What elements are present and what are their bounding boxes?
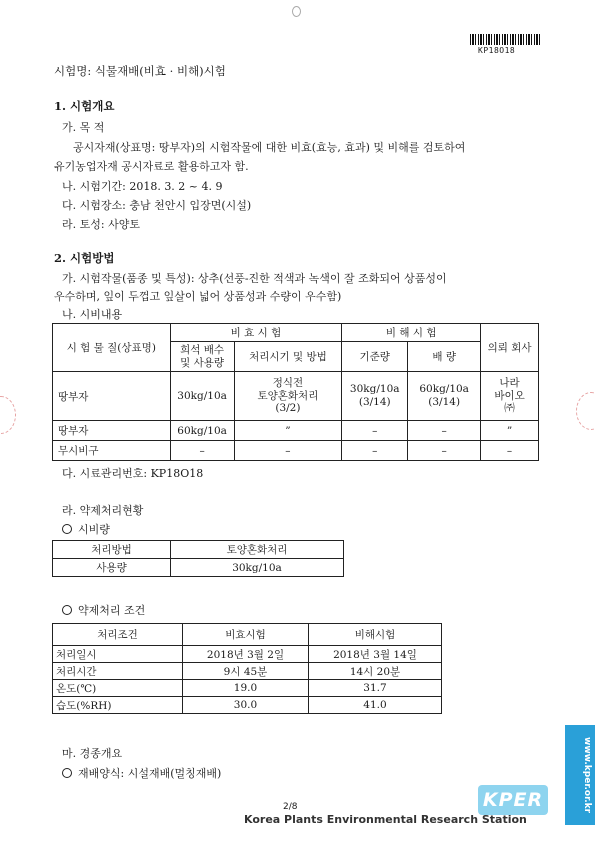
t3-header-cond: 처리조건 — [53, 624, 183, 646]
treatment-conditions-table — [52, 623, 442, 714]
chem-status-label: 라. 약제처리현황 — [62, 504, 144, 517]
row3-standard: – — [342, 441, 408, 461]
seal-stamp-right — [576, 392, 595, 430]
row2-dilution: 60kg/10a — [170, 421, 234, 441]
t3-row-harm: 41.0 — [309, 697, 442, 714]
t3-row-harm: 14시 20분 — [309, 663, 442, 680]
table-row — [53, 372, 539, 421]
t3-row-eff: 19.0 — [183, 680, 309, 697]
website-link[interactable]: www.kper.or.kr — [582, 736, 592, 814]
table-row — [53, 559, 344, 577]
t3-row-label: 습도(%RH) — [53, 697, 183, 714]
table-row — [53, 421, 539, 441]
row3-double: – — [408, 441, 481, 461]
t3-row-eff: 2018년 3월 2일 — [183, 646, 309, 663]
org-name: Korea Plants Environmental Research Station — [244, 813, 527, 826]
row3-timing: – — [234, 441, 342, 461]
section-1-heading: 1. 시험개요 — [54, 99, 115, 113]
purpose-text-2: 유기농업자재 공시자료로 활용하고자 함. — [54, 160, 249, 173]
page-number: 2/8 — [283, 802, 298, 812]
cultivation-label: 마. 경종개요 — [62, 747, 123, 760]
header-standard: 기준량 — [342, 342, 408, 372]
row2-timing: ” — [234, 421, 342, 441]
punch-hole-mark — [292, 6, 301, 17]
test-period: 나. 시험기간: 2018. 3. 2 ~ 4. 9 — [62, 180, 223, 193]
row3-dilution: – — [170, 441, 234, 461]
section-2-heading: 2. 시험방법 — [54, 251, 115, 265]
row2-standard: – — [342, 421, 408, 441]
t3-row-eff: 30.0 — [183, 697, 309, 714]
t3-row-harm: 31.7 — [309, 680, 442, 697]
row2-name: 땅부자 — [53, 421, 171, 441]
header-timing: 처리시기 및 방법 — [234, 342, 342, 372]
barcode — [470, 34, 540, 45]
row1-double: 60kg/10a (3/14) — [408, 372, 481, 421]
header-harm: 비 해 시 험 — [342, 324, 481, 342]
t2-row-value: 30kg/10a — [171, 559, 344, 577]
row3-name: 무시비구 — [53, 441, 171, 461]
fertilization-table — [52, 323, 539, 461]
t3-row-label: 처리시간 — [53, 663, 183, 680]
header-dilution: 희석 배수 및 사용량 — [170, 342, 234, 372]
fert-amount-label: 시비량 — [78, 523, 110, 536]
test-title: 시험명: 식물재배(비효 · 비해)시험 — [54, 64, 226, 78]
t3-header-harm: 비해시험 — [309, 624, 442, 646]
fert-amount-row — [62, 521, 110, 537]
kper-logo: KPER — [478, 785, 548, 815]
header-double: 배 량 — [408, 342, 481, 372]
circle-bullet-icon — [62, 524, 72, 534]
table-row — [53, 646, 442, 663]
header-material: 시 험 물 질(상표명) — [53, 324, 171, 372]
header-client: 의뢰 회사 — [481, 324, 539, 372]
test-place: 다. 시험장소: 충남 천안시 입장면(시설) — [62, 199, 252, 212]
row1-timing: 정식전 토양혼화처리 (3/2) — [234, 372, 342, 421]
row1-client: 나라 바이오 ㈜ — [481, 372, 539, 421]
cond-label: 약제처리 조건 — [78, 604, 146, 617]
row2-double: – — [408, 421, 481, 441]
table-row — [53, 680, 442, 697]
t3-header-eff: 비효시험 — [183, 624, 309, 646]
seal-stamp-left — [0, 396, 16, 434]
t3-row-label: 처리일시 — [53, 646, 183, 663]
circle-bullet-icon — [62, 768, 72, 778]
t3-row-harm: 2018년 3월 14일 — [309, 646, 442, 663]
cond-row — [62, 602, 145, 618]
purpose-text-1: 공시자재(상표명: 땅부자)의 시험작물에 대한 비효(효능, 효과) 및 비해를 검토하여 — [73, 141, 466, 154]
sample-mgmt-number: 다. 시료관리번호: KP18O18 — [62, 467, 204, 480]
t2-header-method: 처리방법 — [53, 541, 171, 559]
fert-amount-table — [52, 540, 344, 577]
row1-dilution: 30kg/10a — [170, 372, 234, 421]
crop-text-1: 가. 시험작물(품종 및 특성): 상추(선풍-진한 적색과 녹색이 잘 조화되어 상품성이 — [62, 272, 447, 285]
table-row — [53, 441, 539, 461]
row1-standard: 30kg/10a (3/14) — [342, 372, 408, 421]
row3-client: – — [481, 441, 539, 461]
cultivation-method: 재배양식: 시설재배(멀칭재배) — [78, 767, 222, 780]
t3-row-label: 온도(℃) — [53, 680, 183, 697]
t2-row-label: 사용량 — [53, 559, 171, 577]
row2-client: ” — [481, 421, 539, 441]
crop-text-2: 우수하며, 잎이 두껍고 잎살이 넓어 상품성과 수량이 우수함) — [54, 290, 342, 303]
fertilization-label: 나. 시비내용 — [62, 308, 123, 321]
circle-bullet-icon — [62, 605, 72, 615]
doc-code: KP18O18 — [478, 46, 516, 55]
cultivation-row — [62, 765, 221, 781]
t2-header-value: 토양혼화처리 — [171, 541, 344, 559]
table-row — [53, 663, 442, 680]
t3-row-eff: 9시 45분 — [183, 663, 309, 680]
purpose-label: 가. 목 적 — [62, 121, 105, 134]
row1-name: 땅부자 — [53, 372, 171, 421]
soil-type: 라. 토성: 사양토 — [62, 218, 140, 231]
table-row — [53, 697, 442, 714]
header-efficacy: 비 효 시 험 — [170, 324, 342, 342]
